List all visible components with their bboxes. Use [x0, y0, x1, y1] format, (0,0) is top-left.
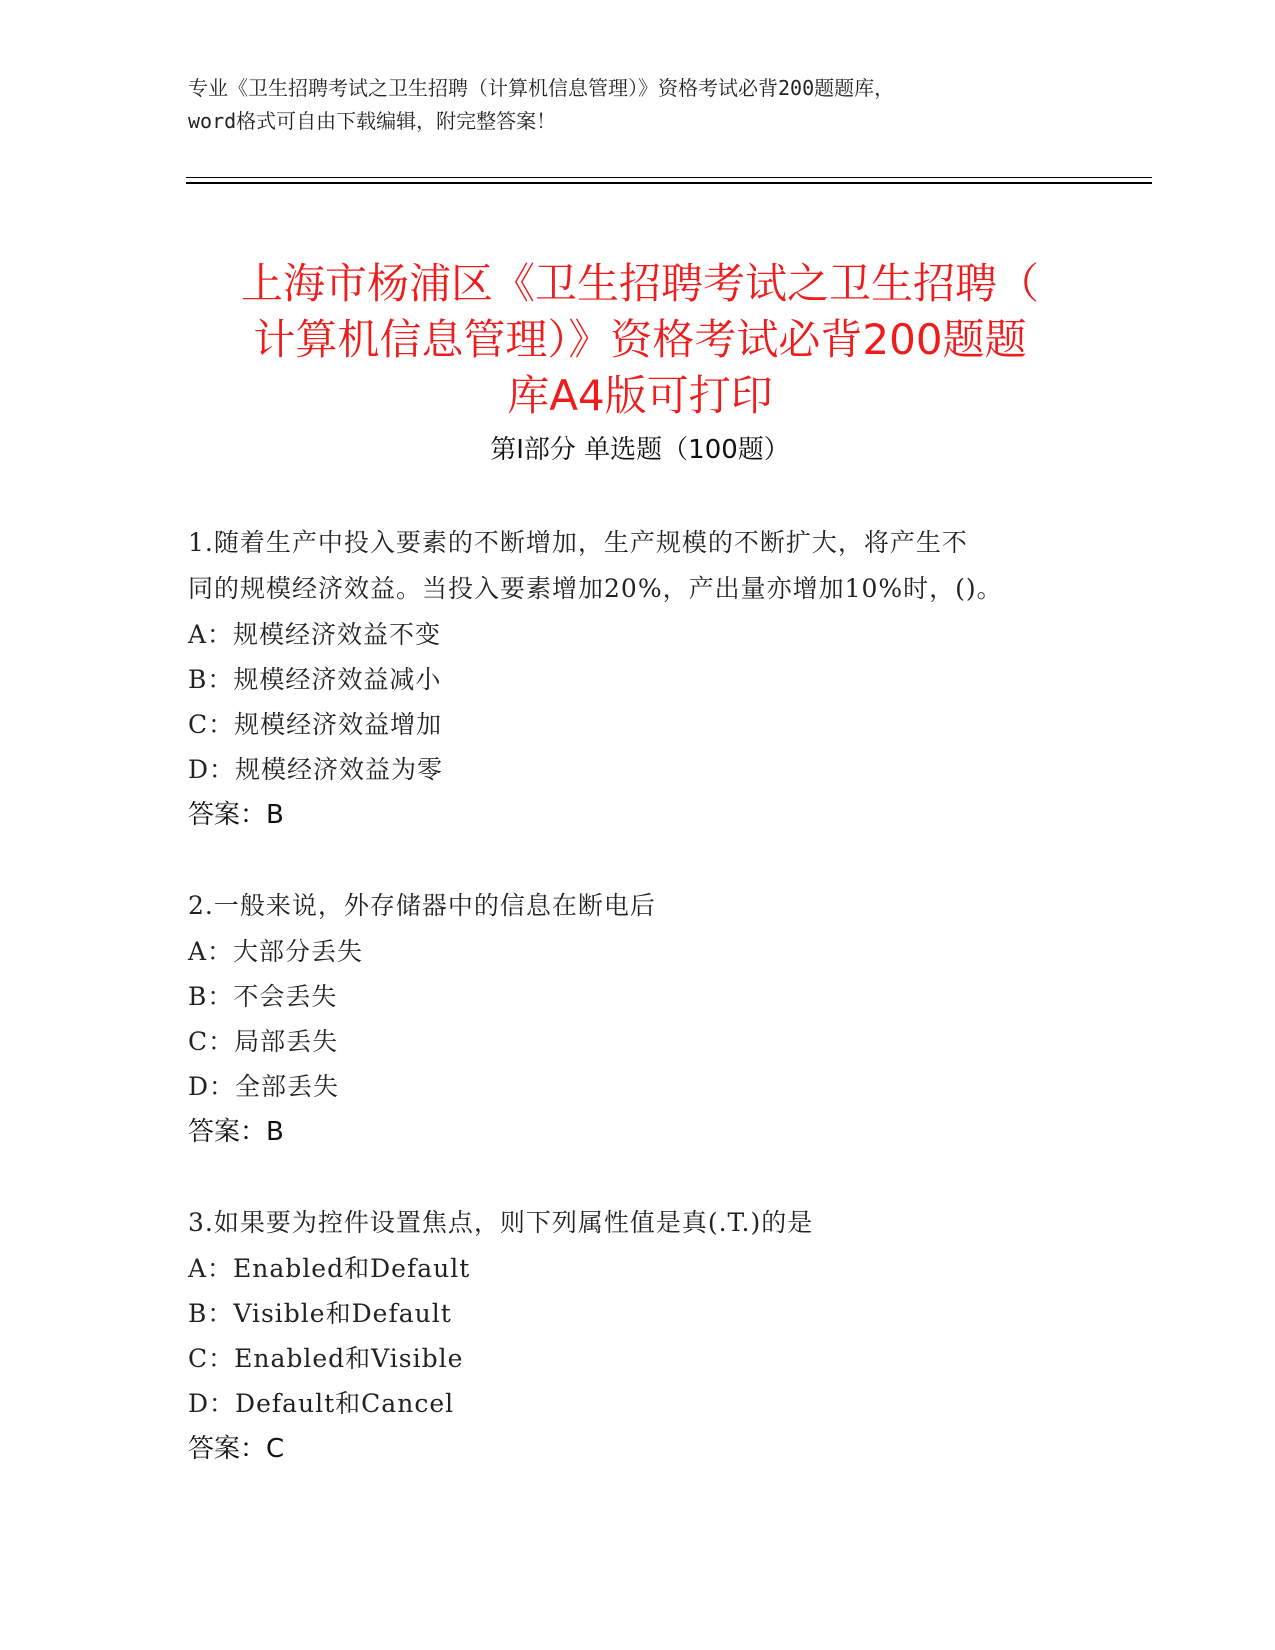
- question-2: [188, 883, 1088, 1155]
- header-divider-thin: [186, 177, 1152, 178]
- header-note: [188, 72, 1088, 138]
- answer: 答案：B: [188, 800, 284, 830]
- question-stem: 2.一般来说，外存储器中的信息在断电后: [188, 891, 656, 920]
- option-a: A：规模经济效益不变: [188, 620, 442, 649]
- section-heading: 第Ⅰ部分 单选题（100题）: [490, 435, 790, 465]
- option-c: C：局部丢失: [188, 1027, 339, 1056]
- question-1: [188, 520, 1088, 838]
- question-stem: 同的规模经济效益。当投入要素增加20%，产出量亦增加10%时，()。: [188, 574, 1003, 603]
- option-b: B：Visible和Default: [188, 1299, 452, 1328]
- option-b: B：不会丢失: [188, 982, 338, 1011]
- document-title-line-1: 上海市杨浦区《卫生招聘考试之卫生招聘（: [240, 259, 1039, 309]
- option-d: D：Default和Cancel: [188, 1389, 455, 1418]
- document-title: [190, 256, 1090, 424]
- answer: 答案：C: [188, 1434, 285, 1464]
- answer: 答案：B: [188, 1117, 284, 1147]
- option-c: C：Enabled和Visible: [188, 1344, 464, 1373]
- document-title-line-2: 计算机信息管理）》资格考试必背200题题: [253, 315, 1027, 365]
- option-b: B：规模经济效益减小: [188, 665, 442, 694]
- question-3: [188, 1200, 1088, 1472]
- option-c: C：规模经济效益增加: [188, 710, 443, 739]
- question-list: [188, 520, 1088, 1517]
- header-note-line-1: 专业《卫生招聘考试之卫生招聘（计算机信息管理）》资格考试必背200题题库，: [188, 76, 895, 100]
- option-d: D：全部丢失: [188, 1072, 340, 1101]
- option-a: A：大部分丢失: [188, 937, 364, 966]
- question-stem: 3.如果要为控件设置焦点，则下列属性值是真(.T.)的是: [188, 1208, 814, 1237]
- option-a: A：Enabled和Default: [188, 1254, 471, 1283]
- option-d: D：规模经济效益为零: [188, 755, 444, 784]
- document-title-line-3: 库A4版可打印: [507, 371, 773, 421]
- question-stem: 1.随着生产中投入要素的不断增加，生产规模的不断扩大，将产生不: [188, 528, 968, 557]
- header-divider-thick: [186, 182, 1152, 184]
- header-note-line-2: word格式可自由下载编辑，附完整答案！: [188, 109, 557, 133]
